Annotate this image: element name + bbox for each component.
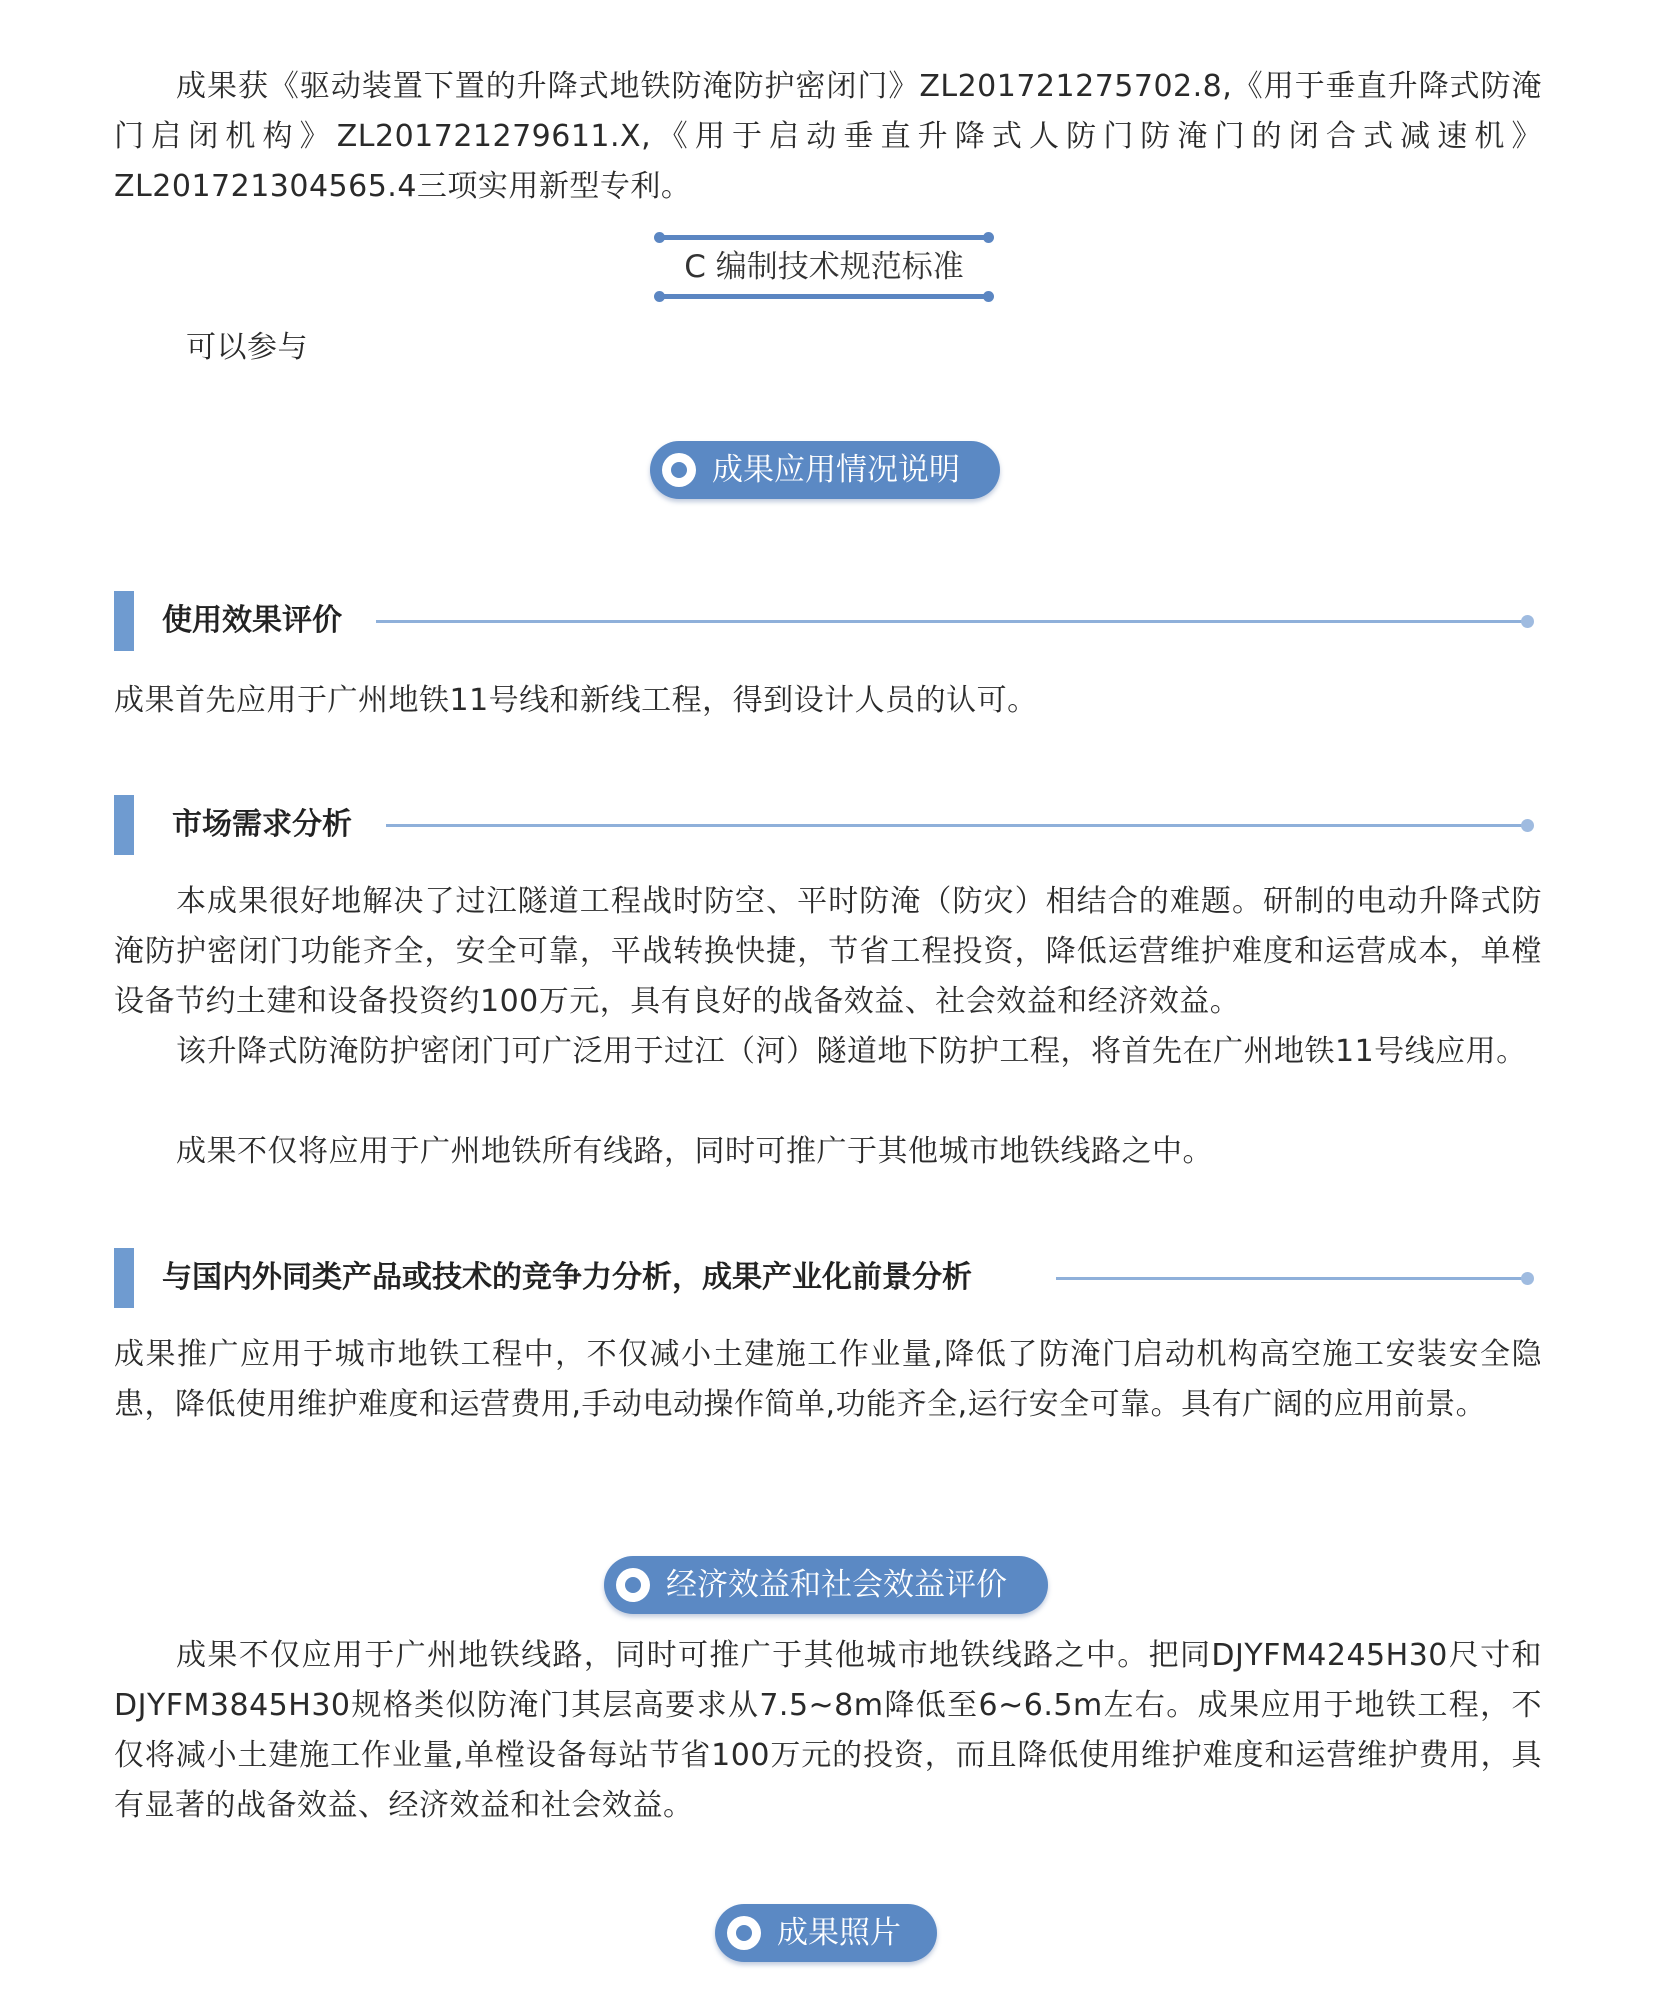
ring-dot-icon [727, 1916, 761, 1950]
heading-rule [1056, 1277, 1526, 1280]
corner-dot-icon [983, 291, 994, 302]
heading-rule [386, 824, 1526, 827]
heading-bar [114, 1248, 134, 1308]
photos-section-pill [715, 1904, 937, 1962]
heading-top-rule [662, 235, 986, 240]
market-paragraph-2: 该升降式防淹防护密闭门可广泛用于过江（河）隧道地下防护工程，将首先在广州地铁11号线应用。 [176, 1034, 1527, 1069]
dot-icon [1521, 1272, 1534, 1285]
market-paragraph-3: 成果不仅将应用于广州地铁所有线路，同时可推广于其他城市地铁线路之中。 [176, 1134, 1213, 1169]
heading-bar [114, 795, 134, 855]
standards-text: 可以参与 [186, 330, 308, 365]
benefit-section-pill [604, 1556, 1048, 1614]
dot-icon [1521, 819, 1534, 832]
competition-heading-title: 与国内外同类产品或技术的竞争力分析，成果产业化前景分析 [162, 1260, 972, 1295]
heading-bar [114, 591, 134, 651]
application-section-pill [650, 441, 1000, 499]
heading-bottom-rule [662, 294, 986, 299]
photos-pill-label: 成果照片 [777, 1915, 901, 1951]
market-paragraph-1: 本成果很好地解决了过江隧道工程战时防空、平时防淹（防灾）相结合的难题。研制的电动升降式防淹防护密闭门功能齐全，安全可靠，平战转换快捷，节省工程投资，降低运营维护难度和运营成本，单樘设备节约土建和设备投资约100万元，具有良好的战备效益、社会效益和经济效益。 [114, 884, 1542, 1019]
competition-text: 成果推广应用于城市地铁工程中，不仅减小土建施工作业量,降低了防淹门启动机构高空施工安装安全隐患，降低使用维护难度和运营费用,手动电动操作简单,功能齐全,运行安全可靠。具有广阔的应用前景。 [114, 1337, 1542, 1422]
benefit-text: 成果不仅应用于广州地铁线路，同时可推广于其他城市地铁线路之中。把同DJYFM4245H30尺寸和DJYFM3845H30规格类似防淹门其层高要求从7.5~8m降低至6~6.5m左右。成果应用于地铁工程，不仅将减小土建施工作业量,单樘设备每站节省100万元的投资，而且降低使用维护难度和运营维护费用，具有显著的战备效益、经济效益和社会效益。 [114, 1638, 1542, 1823]
effect-text: 成果首先应用于广州地铁11号线和新线工程，得到设计人员的认可。 [114, 683, 1038, 718]
standards-heading [654, 232, 994, 302]
effect-heading [114, 591, 1534, 651]
competition-heading [114, 1248, 1534, 1308]
corner-dot-icon [654, 291, 665, 302]
ring-dot-icon [662, 453, 696, 487]
patents-paragraph: 成果获《驱动装置下置的升降式地铁防淹防护密闭门》ZL201721275702.8,《用于垂直升降式防淹门启闭机构》ZL201721279611.X,《用于启动垂直升降式人防门防淹门的闭合式减速机》ZL201721304565.4三项实用新型专利。 [114, 69, 1542, 204]
application-pill-label: 成果应用情况说明 [712, 452, 960, 488]
corner-dot-icon [983, 232, 994, 243]
corner-dot-icon [654, 232, 665, 243]
dot-icon [1521, 615, 1534, 628]
effect-heading-title: 使用效果评价 [162, 603, 342, 638]
standards-heading-label: C 编制技术规范标准 [684, 249, 964, 285]
heading-rule [376, 620, 1526, 623]
benefit-pill-label: 经济效益和社会效益评价 [666, 1567, 1007, 1603]
ring-dot-icon [616, 1568, 650, 1602]
market-heading [114, 795, 1534, 855]
market-heading-title: 市场需求分析 [172, 807, 352, 842]
